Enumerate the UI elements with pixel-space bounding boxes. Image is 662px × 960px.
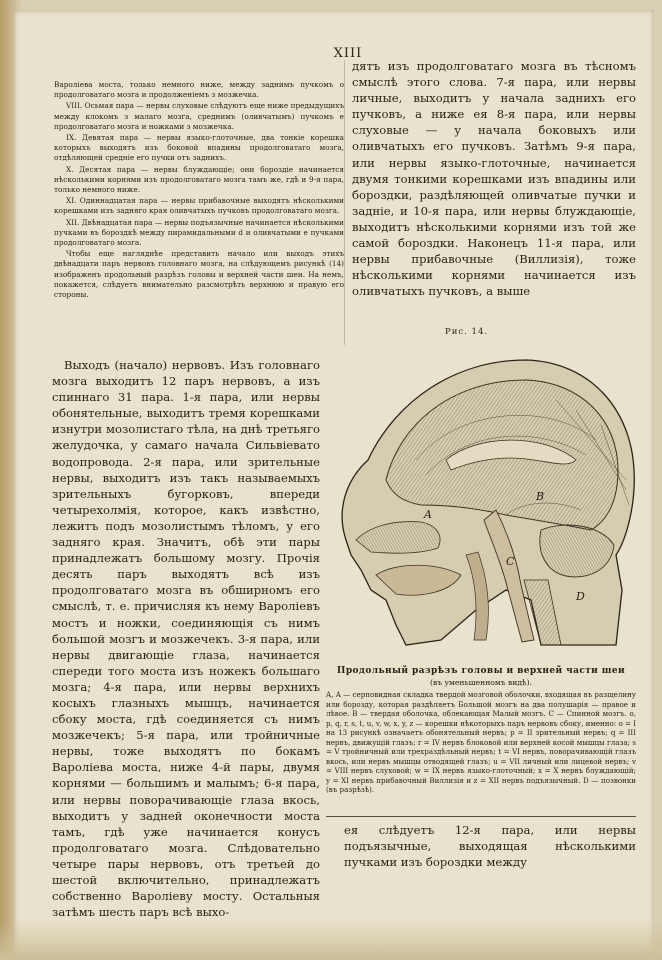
label-d: D (576, 590, 585, 603)
paragraph-varoliev: Вароліева моста, только немного ниже, между заднимъ пучкомъ о продолговатаго мозга и продолженіемъ з мозжечка. (54, 80, 344, 100)
label-c: C (506, 555, 515, 568)
figure-caption-title: Продольный разрѣзъ головы и верхней части шеи (336, 666, 626, 676)
horizontal-rule (326, 816, 636, 817)
label-b: B (536, 490, 545, 503)
bottom-right-text: ея слѣдуетъ 12-я пара, или нервы подъязычные, выходящая нѣсколькими пучками изъ бороздки между (344, 823, 636, 870)
page-number: XIII (333, 46, 363, 61)
paragraph-viii-pair: VIII. Осьмая пара — нервы слуховые слѣдуютъ еще ниже предыдущихъ между клокомъ з малаго мозга, среднимъ (оливчатымъ) пучкомъ е продолговатаго мозга и ножками з мозжечка. (54, 101, 344, 131)
paragraph-medulla-nerves: дятъ изъ продолговатаго мозга въ тѣсномъ смыслѣ этого слова. 7-я пара, или нервы личные, выходитъ у начала заднихъ его пучковъ, а ниже ея 8-я пара, или нервы слуховые — у начала боковыхъ или оливчатыхъ его пучковъ. Затѣмъ 9-я пара, или нервы языко-глоточные, начинается двумя тонкими корешками изъ впадины или бороздки, раздѣляющей оливчатые пучки и задніе, и 10-я пара, или нервы блуждающіе, выходитъ нѣсколькими корнями изъ той же самой бороздки. Наконецъ 11-я пара, или нервы прибавочные (Виллизія), тоже нѣсколькими корнями начинается изъ оливчатыхъ пучковъ, а выше (352, 59, 636, 299)
paragraph-nerve-origins: Выходъ (начало) нервовъ. Изъ головнаго мозга выходитъ 12 паръ нервовъ, а изъ спиннаго 31 пара. 1-я пара, или нервы обонятельные, выходитъ тремя корешками изнутри мозолистаго тѣла, на днѣ третьяго желудочка, у самаго начала Сильвіевато водопровода. 2-я пара, или зрительные нервы, выходитъ изъ такъ называемыхъ зрительныхъ бугорковъ, впереди четырехолмія, которое, какъ извѣстно, лежитъ подъ мозолистымъ тѣломъ, у его задняго края. Значитъ, обѣ эти пары принадлежатъ большому мозгу. Прочія десять паръ выходятъ всѣ изъ продолговатаго мозга въ обширномъ его смыслѣ, т. е. причисляя къ нему Вароліевъ мостъ и ножки, соединяющія съ нимъ большой мозгъ и мозжечекъ. 3-я пара, или нервы двигающіе глаза, начинается спереди того моста изъ ножекъ большаго мозга; 4-я пара, или нервы верхнихъ косыхъ глазныхъ мышцъ, начинается сбоку моста, гдѣ соединяется съ нимъ мозжечекъ; 5-я пара, или тройничные нервы, тоже выходятъ по бокамъ Вароліева моста, ниже 4-й пары, двумя корнями — большимъ и малымъ; 6-я пара, или нервы поворачивающіе глаза вкось, выходитъ у задней оконечности моста тамъ, гдѣ уже начинается конусъ продолговатаго мозга. Слѣдовательно четыре пары нервовъ, отъ третьей до шестой включительно, принадлежатъ собственно Вароліеву мосту. Остальныя затѣмъ шесть паръ всѣ выхо- (52, 358, 320, 920)
figure-label: Рис. 14. (445, 327, 489, 337)
left-main-text-block (52, 357, 320, 921)
page-bottom-shadow (0, 920, 662, 960)
head-sagittal-section-illustration (326, 340, 636, 653)
right-top-text-block (352, 58, 636, 300)
figure-caption-subtitle: (въ уменьшенномъ видѣ). (430, 678, 532, 687)
label-a: A (424, 508, 432, 521)
paragraph-xi-pair: XI. Одиннадцатая пара — нервы прибавочные выходятъ нѣсколькими корешками изъ задняго края оливчатыхъ пучковъ продолговатаго мозга. (54, 196, 344, 216)
paragraph-x-pair: X. Десятая пара — нервы блуждающіе; они бороздіе начинается нѣсколькими корнями изъ продолговатаго мозга тамъ же, гдѣ и 9-я пара, только немного ниже. (54, 164, 344, 195)
paragraph-ix-pair: IX. Девятая пара — нервы языко-глоточные, два тонкіе корешка которыхъ выходятъ изъ боковой впадины продолговатаго мозга, отдѣляющей среднiе его пучки отъ заднихъ. (54, 133, 344, 163)
paragraph-xii-pair: XII. Двѣнадцатая пара — нервы подъязычные начинается нѣсколькими пучками въ бороздкѣ между пирамидальными d и оливчатыми е пучками продолговатаго мозга. (54, 217, 344, 248)
paragraph-figure-intro: Чтобы еще нагляднѣе представить начало или выходъ этихъ двѣнадцати паръ нервовъ головнаго мозга, на слѣдующемъ рисункѣ (14) изображенъ продольный разрѣзъ головы и верхней части шеи. На немъ, покажется, слѣдуетъ внимательно разсмотрѣть верхнюю и правую его стороны. (54, 249, 344, 300)
left-small-text-block (54, 80, 344, 301)
figure-legend: A, A — серповидная складка твердой мозговой оболочки, входящая въ разщелину или борозду, которая раздѣляетъ Большой мозгъ на два полушарія — правое и лѣвое. B — твердая оболочка, облекающая Малый мозгъ. C — Спинной мозгъ. o, p, q, r, s, t, u, v, w, x, y, z — корешки нѣкоторыхъ паръ нервовъ сбоку, именно: o = I на 13 рисункѣ означаетъ обонятельный нервъ; p = II зрительный нервъ; q = III нервъ, движущій глазъ; r = IV нервъ блоковой или верхней косой мышцы глаза; s = V тройничный или трехраздѣльный нервъ; t = VI нервъ, поворачивающій глазъ вкось, или нервъ мышцы отводящей глазъ; u = VII личный или лицевой нервъ; v = VIII нервъ слуховой; w = IX нервъ языко-глоточный; x = X нервъ блуждающій; y = XI нервъ прибавочный Виллизія и z = XII нервъ подъязычный. D — позвонки (въ разрѣзѣ). (326, 690, 636, 794)
column-divider (344, 60, 345, 345)
